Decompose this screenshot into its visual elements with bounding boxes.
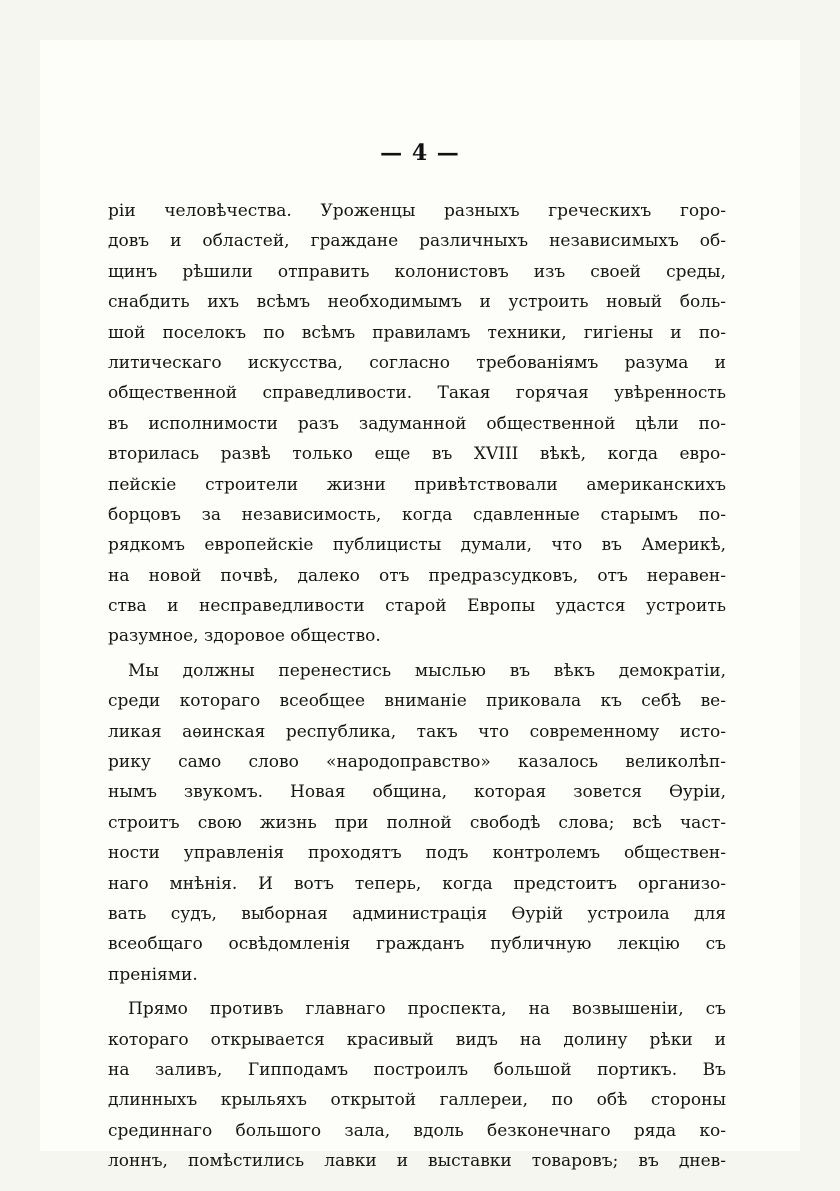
text-line: общественной справедливости. Такая горячая увѣренность (108, 383, 726, 404)
text-line: наго мнѣнiя. И вотъ теперь, когда предстоитъ организо- (108, 873, 726, 894)
text-line: Прямо противъ главнаго проспекта, на возвышенiи, съ (128, 999, 726, 1020)
text-line: литическаго искусства, согласно требованiямъ разума и (108, 352, 726, 373)
text-line: на новой почвѣ, далеко отъ предразсудковъ, отъ неравен- (108, 565, 726, 586)
body-text (108, 196, 726, 1177)
paragraph-1 (108, 196, 726, 652)
text-line: пейскiе строители жизни привѣтствовали американскихъ (108, 474, 726, 495)
text-line: вторилась развѣ только еще въ XVIII вѣкѣ, когда евро- (108, 444, 726, 465)
text-line: всеобщаго освѣдомленiя гражданъ публичную лекцiю съ (108, 934, 726, 955)
text-line: снабдить ихъ всѣмъ необходимымъ и устроить новый боль- (108, 292, 726, 313)
text-line: пренiями. (108, 964, 198, 985)
paragraph-2 (108, 656, 726, 990)
text-line: длинныхъ крыльяхъ открытой галлереи, по обѣ стороны (108, 1090, 726, 1111)
text-line: на заливъ, Гипподамъ построилъ большой портикъ. Въ (108, 1059, 726, 1080)
text-line: строитъ свою жизнь при полной свободѣ слова; всѣ част- (108, 812, 726, 833)
text-line: нымъ звукомъ. Новая община, которая зовется Ѳурiи, (108, 782, 726, 803)
text-line: вать судъ, выборная администрацiя Ѳурiй устроила для (108, 903, 726, 924)
text-line: среди котораго всеобщее вниманiе приковала къ себѣ ве- (108, 691, 726, 712)
text-line: ства и несправедливости старой Европы удастся устроить (108, 596, 726, 617)
text-line: Мы должны перенестись мыслью въ вѣкъ демократiи, (128, 660, 726, 681)
text-line: лоннъ, помѣстились лавки и выставки товаровъ; въ днев- (108, 1151, 726, 1172)
text-line: рику само слово «народоправство» казалось великолѣп- (108, 752, 726, 773)
paragraph-3 (108, 994, 726, 1176)
text-line: разумное, здоровое общество. (108, 626, 381, 647)
text-line: рядкомъ европейскiе публицисты думали, что въ Америкѣ, (108, 535, 726, 556)
text-line: ликая аѳинская республика, такъ что современному исто- (108, 721, 726, 742)
text-line: щинъ рѣшили отправить колонистовъ изъ своей среды, (108, 261, 726, 282)
text-line: ности управленiя проходятъ подъ контролемъ обществен- (108, 843, 726, 864)
text-line: срединнаго большого зала, вдоль безконечнаго ряда ко- (108, 1120, 726, 1141)
text-line: котораго открывается красивый видъ на долину рѣки и (108, 1029, 726, 1050)
text-line: шой поселокъ по всѣмъ правиламъ техники, гигiены и по- (108, 322, 726, 343)
text-line: въ исполнимости разъ задуманной общественной цѣли по- (108, 413, 726, 434)
text-line: борцовъ за независимость, когда сдавленные старымъ по- (108, 504, 726, 525)
text-line: довъ и областей, граждане различныхъ независимыхъ об- (108, 231, 726, 252)
text-line: рiи человѣчества. Уроженцы разныхъ греческихъ горо- (108, 201, 726, 221)
page-number: — 4 — (380, 140, 460, 166)
